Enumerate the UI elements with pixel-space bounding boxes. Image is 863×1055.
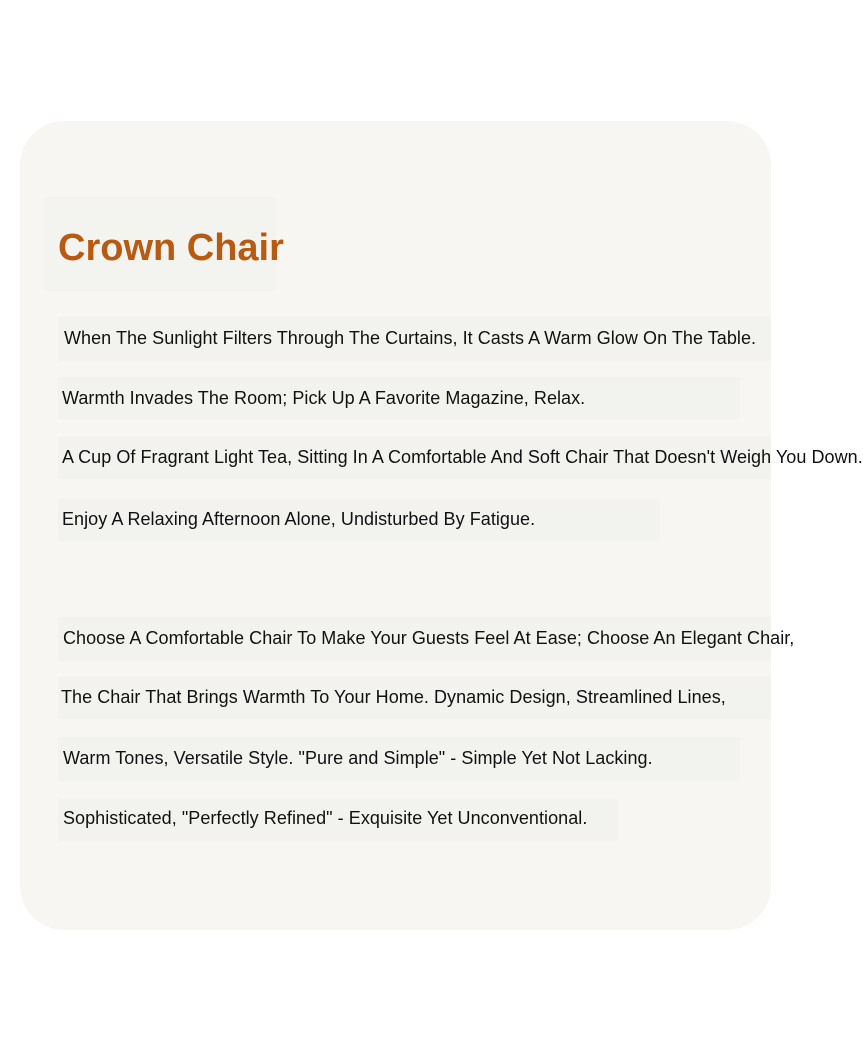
page-title: Crown Chair	[58, 227, 284, 269]
content-card	[20, 121, 863, 930]
body-text-line: Sophisticated, "Perfectly Refined" - Exquisite Yet Unconventional.	[63, 808, 588, 828]
body-text-line: Choose A Comfortable Chair To Make Your Guests Feel At Ease; Choose An Elegant Chair,	[63, 628, 795, 648]
body-text-line: When The Sunlight Filters Through The Curtains, It Casts A Warm Glow On The Table.	[64, 328, 757, 348]
body-text-line: A Cup Of Fragrant Light Tea, Sitting In A Comfortable And Soft Chair That Doesn't Weigh You Down.	[62, 447, 863, 467]
body-text-line: Warm Tones, Versatile Style. "Pure and Simple" - Simple Yet Not Lacking.	[63, 748, 653, 768]
body-text-line: The Chair That Brings Warmth To Your Home. Dynamic Design, Streamlined Lines,	[61, 687, 726, 707]
body-text-line: Warmth Invades The Room; Pick Up A Favorite Magazine, Relax.	[62, 388, 586, 408]
body-text-line: Enjoy A Relaxing Afternoon Alone, Undisturbed By Fatigue.	[62, 509, 536, 529]
